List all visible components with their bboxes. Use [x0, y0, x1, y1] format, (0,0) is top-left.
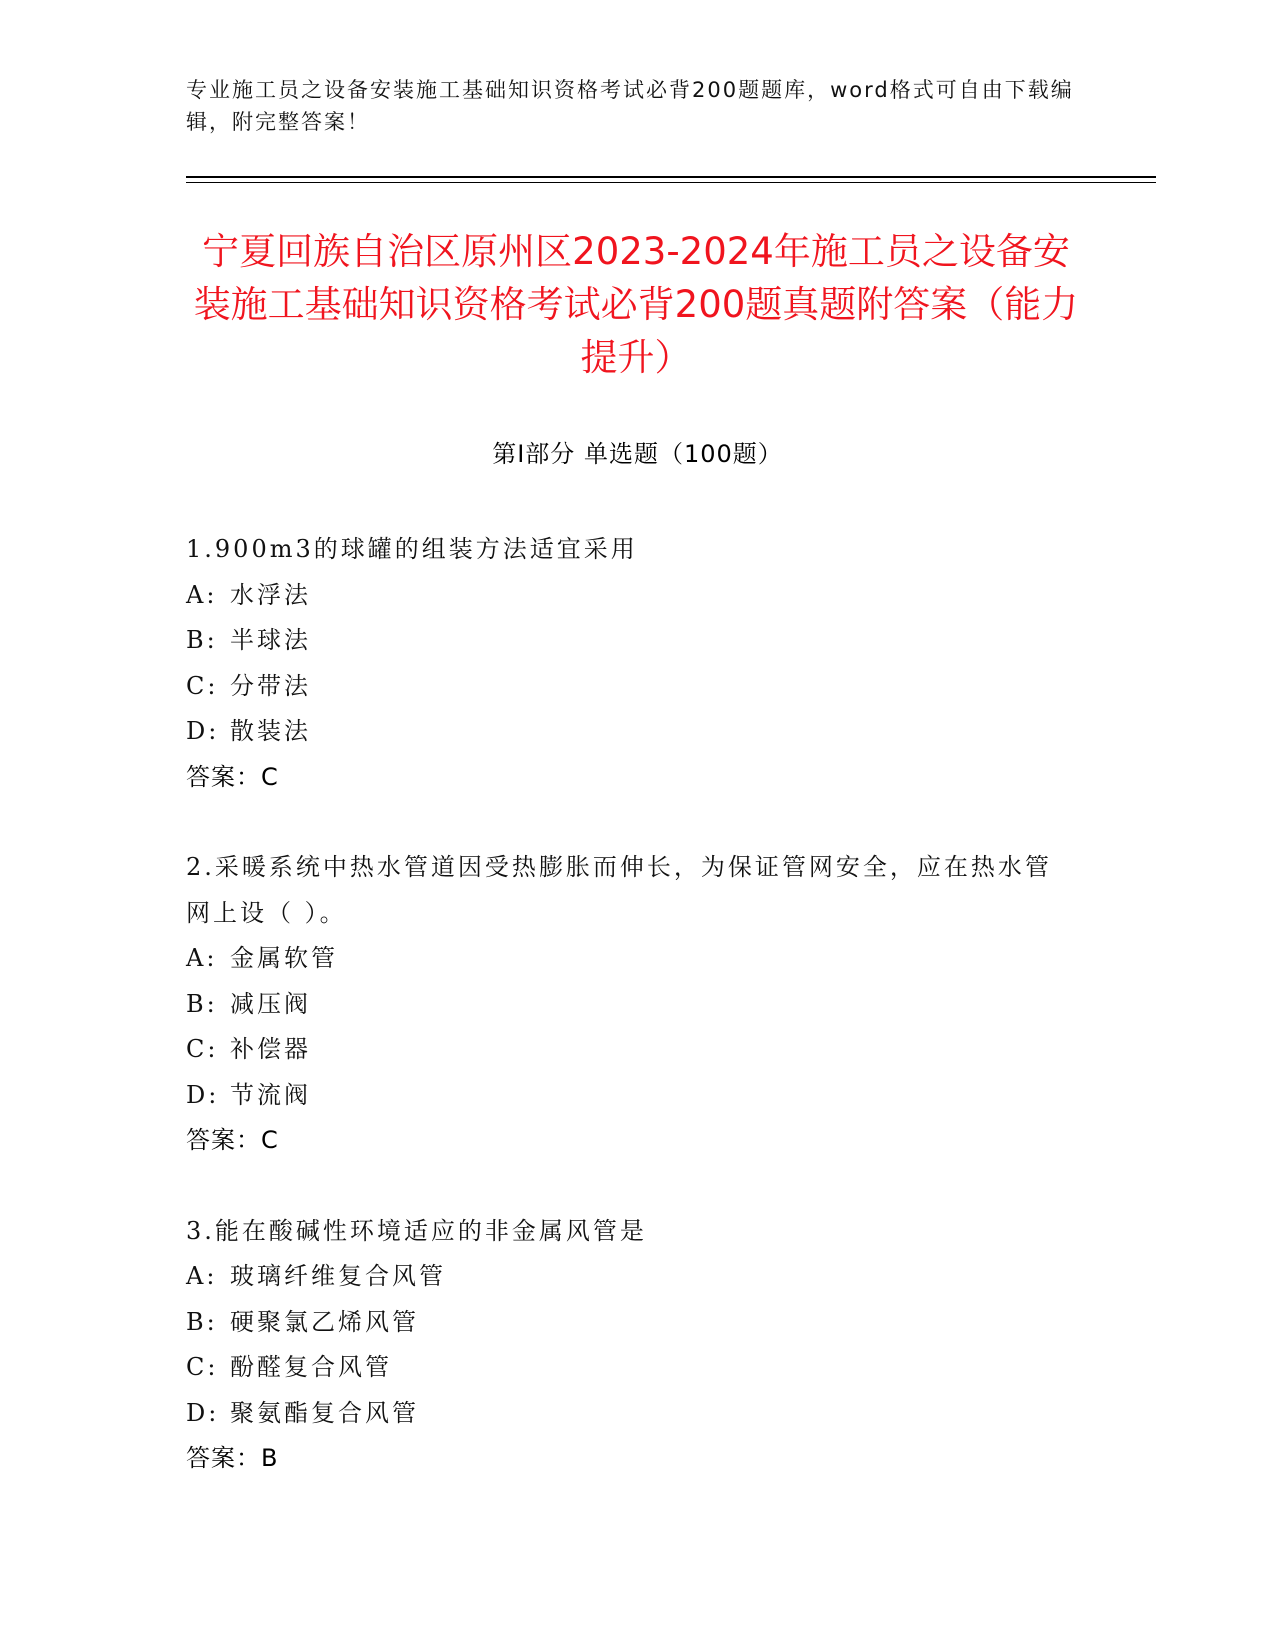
question-stem: 2.采暖系统中热水管道因受热膨胀而伸长，为保证管网安全，应在热水管网上设（ ）。 — [186, 853, 1052, 927]
option-letter: A: — [186, 944, 218, 972]
option-letter: B: — [186, 626, 218, 654]
header-divider-thick — [186, 176, 1156, 178]
header-divider-thin — [186, 182, 1156, 183]
option-text: 聚氨酯复合风管 — [230, 1398, 419, 1427]
option-text: 硬聚氯乙烯风管 — [230, 1307, 419, 1336]
option-d — [186, 709, 1066, 755]
option-letter: B: — [186, 1307, 218, 1336]
header-note: 专业施工员之设备安装施工基础知识资格考试必背200题题库，word格式可自由下载编辑，附完整答案！ — [186, 78, 1074, 134]
option-a — [186, 573, 1066, 619]
option-c — [186, 1345, 1066, 1391]
answer-line: 答案：B — [186, 1444, 279, 1472]
option-letter: A: — [186, 580, 218, 609]
option-text: 半球法 — [230, 626, 311, 654]
section-heading: 第I部分 单选题（100题） — [492, 440, 783, 468]
option-text: 水浮法 — [230, 580, 311, 609]
question-stem: 3.能在酸碱性环境适应的非金属风管是 — [186, 1216, 647, 1245]
option-letter: A: — [186, 1262, 218, 1290]
option-c — [186, 1027, 1066, 1073]
question-2 — [186, 845, 1066, 1164]
option-text: 节流阀 — [230, 1080, 311, 1109]
option-b — [186, 982, 1066, 1028]
option-text: 玻璃纤维复合风管 — [230, 1262, 446, 1290]
document-title: 宁夏回族自治区原州区2023-2024年施工员之设备安装施工基础知识资格考试必背200题真题附答案（能力提升） — [193, 230, 1079, 379]
option-letter: B: — [186, 989, 218, 1018]
option-b — [186, 1300, 1066, 1346]
answer-line: 答案：C — [186, 762, 279, 791]
option-d — [186, 1391, 1066, 1437]
option-text: 酚醛复合风管 — [230, 1353, 392, 1381]
option-letter: C: — [186, 671, 219, 700]
option-letter: D: — [186, 717, 220, 745]
question-list — [186, 527, 1066, 1527]
option-text: 补偿器 — [230, 1035, 311, 1063]
option-a — [186, 1254, 1066, 1300]
option-d — [186, 1073, 1066, 1119]
option-letter: D: — [186, 1398, 220, 1427]
option-a — [186, 936, 1066, 982]
option-letter: C: — [186, 1035, 219, 1063]
option-text: 散装法 — [230, 717, 311, 745]
option-c — [186, 664, 1066, 710]
option-letter: C: — [186, 1353, 219, 1381]
option-letter: D: — [186, 1080, 220, 1109]
option-text: 金属软管 — [230, 944, 338, 972]
option-b — [186, 618, 1066, 664]
answer-line: 答案：C — [186, 1126, 279, 1154]
question-3 — [186, 1209, 1066, 1482]
question-1 — [186, 527, 1066, 800]
option-text: 分带法 — [230, 671, 311, 700]
option-text: 减压阀 — [230, 989, 311, 1018]
question-stem: 1.900m3的球罐的组装方法适宜采用 — [186, 535, 638, 563]
